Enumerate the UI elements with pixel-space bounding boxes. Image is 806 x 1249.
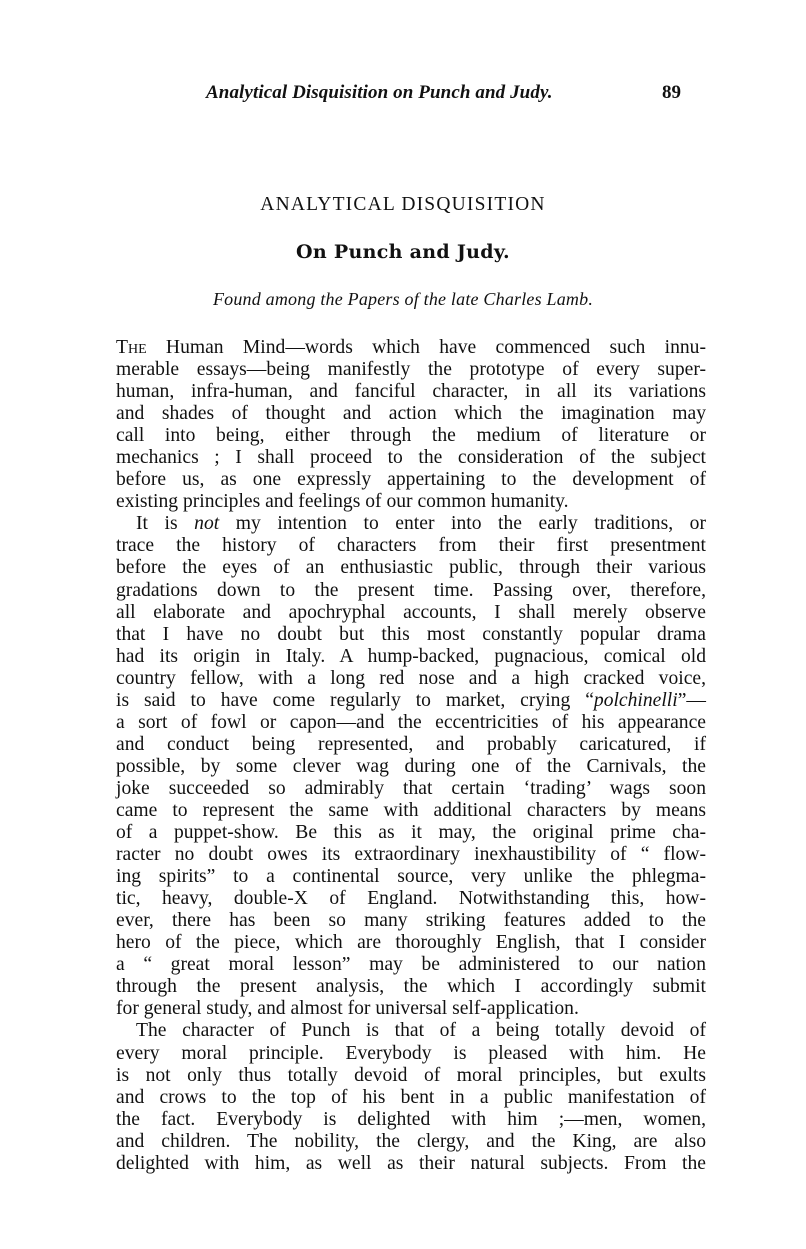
- text-line: [116, 425, 706, 447]
- text-segment: possible, by some clever wag during one of the Carnivals, the: [116, 755, 706, 777]
- text-line: [116, 1109, 706, 1131]
- text-segment: trace the history of characters from their first presentment: [116, 535, 706, 557]
- text-line: [116, 668, 706, 690]
- text-segment: gradations down to the present time. Passing over, therefore,: [116, 579, 706, 601]
- paragraph: [116, 337, 706, 513]
- text-line: [116, 932, 706, 954]
- text-line: [116, 403, 706, 425]
- text-segment: ing spirits” to a continental source, very unlike the phlegma-: [116, 866, 706, 888]
- text-line: [116, 712, 706, 734]
- text-segment: came to represent the same with additional characters by means: [116, 799, 706, 821]
- text-segment: delighted with him, as well as their natural subjects. From the: [116, 1152, 706, 1174]
- text-line: [116, 734, 706, 756]
- text-segment: Human Mind—words which have commenced such innu-: [146, 337, 706, 358]
- text-line: [116, 910, 706, 932]
- text-segment: human, infra-human, and fanciful character, in all its variations: [116, 381, 706, 403]
- text-segment: is said to have come regularly to market, crying “: [116, 689, 594, 711]
- text-segment: before the eyes of an enthusiastic public, through their various: [116, 557, 706, 579]
- text-segment: racter no doubt owes its extraordinary inexhaustibility of “ flow-: [116, 844, 706, 866]
- chapter-subtitle: On Punch and Judy.: [296, 241, 510, 263]
- text-line: [116, 513, 706, 535]
- text-line: [116, 1153, 706, 1175]
- text-segment: a sort of fowl or capon—and the eccentricities of his appearance: [116, 711, 706, 733]
- text-line: [116, 1087, 706, 1109]
- text-segment: my intention to enter into the early traditions, or: [219, 513, 706, 535]
- text-segment: joke succeeded so admirably that certain ‘trading’ wags soon: [116, 777, 706, 799]
- text-segment: ever, there has been so many striking features added to the: [116, 910, 706, 932]
- text-line: [116, 888, 706, 910]
- text-line: [116, 866, 706, 888]
- text-line: [116, 381, 706, 403]
- text-line: [116, 491, 706, 513]
- text-segment: that I have no doubt but this most constantly popular drama: [116, 623, 706, 645]
- text-segment: It is: [136, 513, 195, 535]
- text-segment: every moral principle. Everybody is pleased with him. He: [116, 1042, 706, 1064]
- page-number: 89: [662, 82, 681, 103]
- text-segment: mechanics ; I shall proceed to the consideration of the subject: [116, 447, 706, 469]
- text-line: [116, 535, 706, 557]
- text-line: [116, 557, 706, 579]
- text-segment: and crows to the top of his bent in a public manifestation of: [116, 1086, 706, 1108]
- text-line: [116, 690, 706, 712]
- attribution: Found among the Papers of the late Charles Lamb.: [212, 289, 594, 309]
- body-text: [116, 337, 706, 1175]
- text-segment: before us, as one expressly appertaining to the development of: [116, 469, 706, 491]
- text-segment: for general study, and almost for universal self-application.: [116, 998, 579, 1020]
- text-line: [116, 822, 706, 844]
- text-line: [116, 954, 706, 976]
- text-segment: and conduct being represented, and probably caricatured, if: [116, 733, 706, 755]
- paragraph: [116, 513, 706, 1020]
- text-segment: of a puppet-show. Be this as it may, the original prime cha-: [116, 822, 706, 844]
- text-line: [116, 756, 706, 778]
- text-line: [116, 1043, 706, 1065]
- emphasis: not: [194, 513, 220, 535]
- paragraph: [116, 1020, 706, 1174]
- text-line: [116, 580, 706, 602]
- text-line: [116, 844, 706, 866]
- text-line: [116, 469, 706, 491]
- text-line: [116, 602, 706, 624]
- text-segment: call into being, either through the medium of literature or: [116, 425, 706, 447]
- text-segment: and children. The nobility, the clergy, and the King, are also: [116, 1130, 706, 1152]
- text-segment: and shades of thought and action which the imagination may: [116, 403, 706, 425]
- text-segment: hero of the piece, which are thoroughly English, that I consider: [116, 932, 706, 954]
- running-head: [206, 82, 706, 110]
- text-line: [116, 359, 706, 381]
- text-line: [116, 976, 706, 998]
- chapter-title: ANALYTICAL DISQUISITION: [260, 194, 546, 215]
- text-line: [116, 1131, 706, 1153]
- text-segment: ”—: [677, 689, 706, 711]
- text-segment: country fellow, with a long red nose and a high cracked voice,: [116, 667, 706, 689]
- text-line: [116, 1065, 706, 1087]
- text-segment: a “ great moral lesson” may be administered to our nation: [116, 954, 706, 976]
- text-line: [116, 1020, 706, 1042]
- text-segment: The character of Punch is that of a being totally devoid of: [136, 1020, 706, 1042]
- text-segment: existing principles and feelings of our common humanity.: [116, 491, 569, 513]
- text-segment: all elaborate and apochryphal accounts, I shall merely observe: [116, 601, 706, 623]
- text-line: [116, 800, 706, 822]
- text-segment: merable essays—being manifestly the prototype of every super-: [116, 359, 706, 381]
- text-segment: had its origin in Italy. A hump-backed, pugnacious, comical old: [116, 645, 706, 667]
- text-line: [116, 447, 706, 469]
- text-segment: is not only thus totally devoid of moral principles, but exults: [116, 1064, 706, 1086]
- text-line: [116, 646, 706, 668]
- text-line: [116, 624, 706, 646]
- smallcaps-lead: The: [116, 337, 147, 358]
- text-segment: the fact. Everybody is delighted with him ;—men, women,: [116, 1108, 706, 1130]
- text-segment: tic, heavy, double-X of England. Notwithstanding this, how-: [116, 888, 706, 910]
- text-line: [116, 778, 706, 800]
- text-line: [116, 337, 706, 359]
- emphasis: polchinelli: [593, 689, 678, 711]
- running-title: Analytical Disquisition on Punch and Judy.: [206, 82, 553, 103]
- text-segment: through the present analysis, the which I accordingly submit: [116, 976, 706, 998]
- text-line: [116, 998, 706, 1020]
